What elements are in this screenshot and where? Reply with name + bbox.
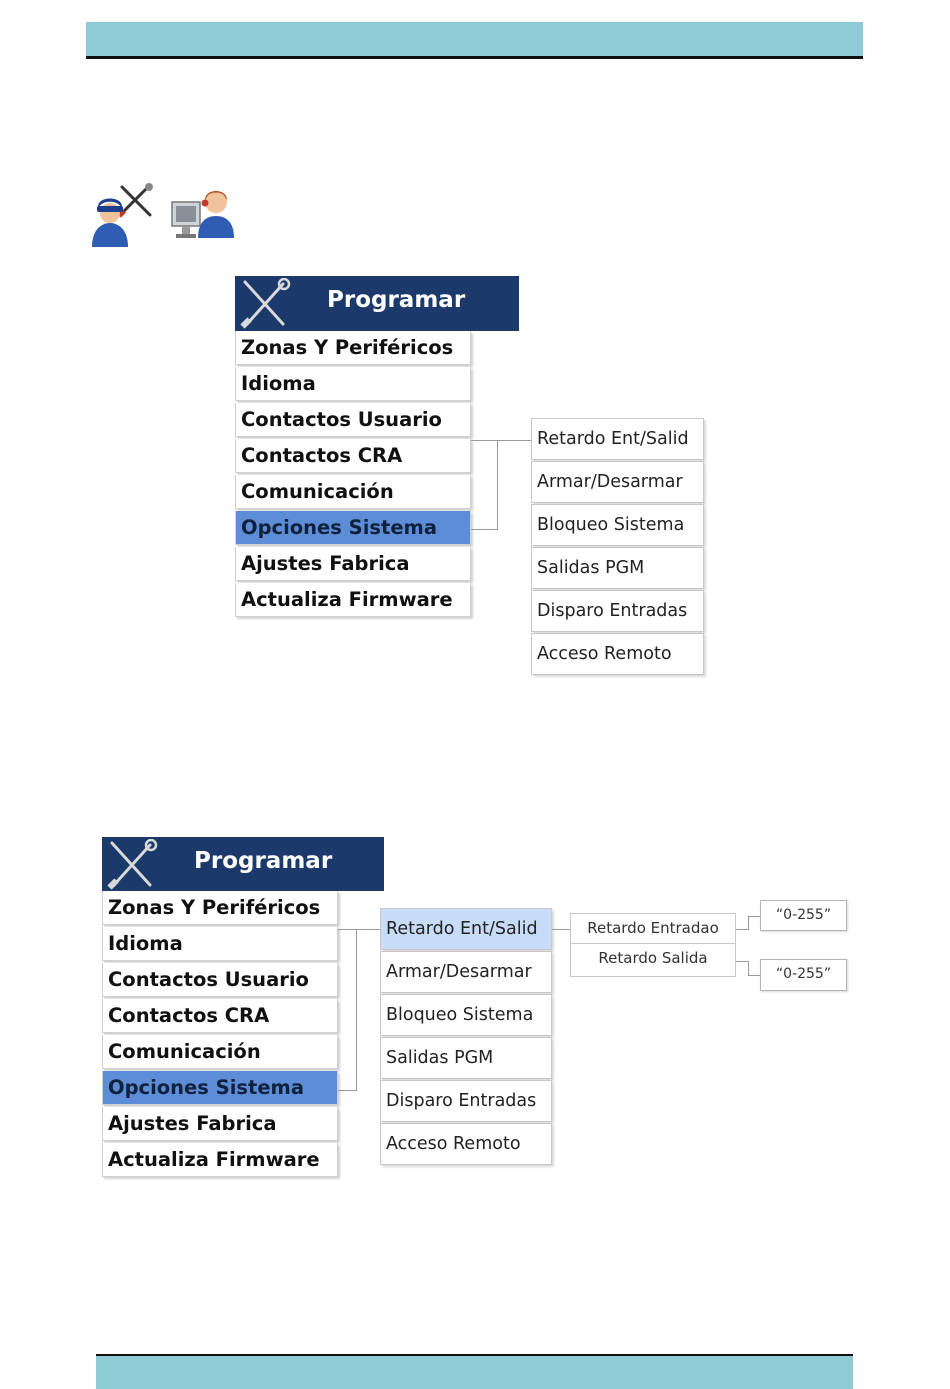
submenu-item-retardo-ent-salid[interactable]: Retardo Ent/Salid	[380, 908, 552, 950]
menu-item-ajustes-fabrica[interactable]: Ajustes Fabrica	[235, 547, 471, 581]
submenu-item-bloqueo-sistema[interactable]: Bloqueo Sistema	[531, 504, 704, 546]
menu-item-zonas-y-perifericos[interactable]: Zonas Y Periféricos	[235, 331, 471, 365]
submenu-item-salidas-pgm[interactable]: Salidas PGM	[531, 547, 704, 589]
submenu-item-acceso-remoto[interactable]: Acceso Remoto	[380, 1123, 552, 1165]
operator-icon	[168, 180, 238, 249]
menu-title: Programar	[327, 287, 466, 313]
bottom-band	[96, 1356, 853, 1389]
menu-diagram-2	[102, 837, 852, 1182]
top-band	[86, 22, 863, 56]
connector-line	[498, 440, 531, 441]
submenu-item-bloqueo-sistema[interactable]: Bloqueo Sistema	[380, 994, 552, 1036]
tools-icon	[237, 278, 291, 336]
menu-item-idioma[interactable]: Idioma	[235, 367, 471, 401]
submenu-item-salidas-pgm[interactable]: Salidas PGM	[380, 1037, 552, 1079]
menu-diagram-1	[235, 276, 710, 686]
menu-item-idioma[interactable]: Idioma	[102, 927, 338, 961]
param-value-retardo-entrada[interactable]: “0-255”	[760, 900, 847, 931]
menu-header	[235, 276, 519, 331]
menu-item-actualiza-firmware[interactable]: Actualiza Firmware	[235, 583, 471, 617]
menu-item-contactos-cra[interactable]: Contactos CRA	[102, 999, 338, 1033]
submenu-item-disparo-entradas[interactable]: Disparo Entradas	[380, 1080, 552, 1122]
submenu-item-acceso-remoto[interactable]: Acceso Remoto	[531, 633, 704, 675]
menu-item-contactos-usuario[interactable]: Contactos Usuario	[235, 403, 471, 437]
submenu-item-disparo-entradas[interactable]: Disparo Entradas	[531, 590, 704, 632]
menu-title: Programar	[194, 848, 333, 874]
connector-line	[552, 929, 570, 930]
menu-item-comunicacion[interactable]: Comunicación	[102, 1035, 338, 1069]
menu-item-contactos-usuario[interactable]: Contactos Usuario	[102, 963, 338, 997]
connector-line	[736, 929, 748, 930]
param-retardo-salida[interactable]: Retardo Salida	[570, 944, 736, 977]
connector-line	[338, 929, 357, 1091]
submenu-item-armar-desarmar[interactable]: Armar/Desarmar	[531, 461, 704, 503]
connector-line	[736, 961, 748, 962]
tools-icon	[104, 839, 158, 897]
menu-item-opciones-sistema[interactable]: Opciones Sistema	[102, 1071, 338, 1105]
installer-icon	[88, 183, 156, 254]
menu-item-actualiza-firmware[interactable]: Actualiza Firmware	[102, 1143, 338, 1177]
menu-item-opciones-sistema[interactable]: Opciones Sistema	[235, 511, 471, 545]
param-retardo-entrada[interactable]: Retardo Entradao	[570, 913, 736, 944]
menu-item-ajustes-fabrica[interactable]: Ajustes Fabrica	[102, 1107, 338, 1141]
menu-item-zonas-y-perifericos[interactable]: Zonas Y Periféricos	[102, 891, 338, 925]
menu-header	[102, 837, 384, 891]
menu-item-contactos-cra[interactable]: Contactos CRA	[235, 439, 471, 473]
connector-line	[471, 440, 498, 530]
submenu-item-retardo-ent-salid[interactable]: Retardo Ent/Salid	[531, 418, 704, 460]
connector-line	[357, 929, 380, 930]
top-rule	[86, 56, 863, 59]
menu-item-comunicacion[interactable]: Comunicación	[235, 475, 471, 509]
submenu-item-armar-desarmar[interactable]: Armar/Desarmar	[380, 951, 552, 993]
param-value-retardo-salida[interactable]: “0-255”	[760, 959, 847, 991]
